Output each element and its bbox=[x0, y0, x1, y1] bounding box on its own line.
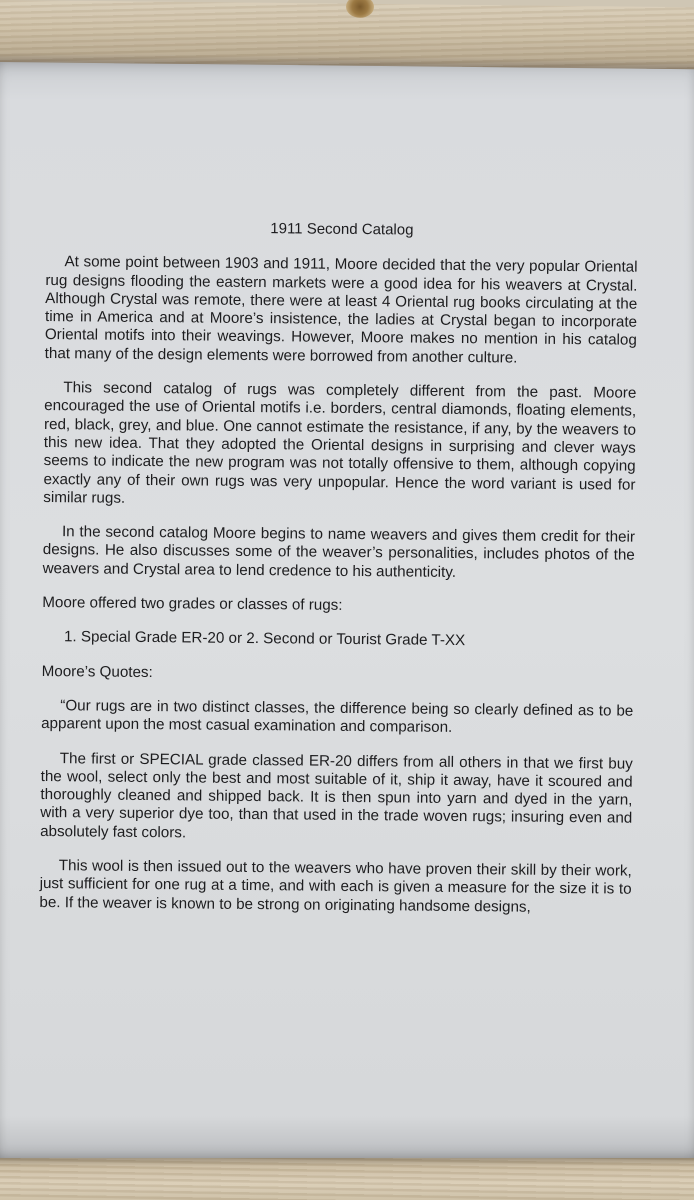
document-text bbox=[39, 218, 638, 934]
document-title: 1911 Second Catalog bbox=[270, 220, 414, 239]
wood-knot bbox=[346, 0, 374, 18]
quote-1: “Our rugs are in two distinct classes, the difference being so clearly defined as to be apparent upon the most casual examination and comparison. bbox=[41, 697, 634, 737]
paragraph-1: At some point between 1903 and 1911, Moore decided that the very popular Oriental rug designs flooding the eastern markets were a good idea for his weavers at Crystal. Although Crystal was remote, there were at least 4 Oriental rug books circulating at the time in America and at Moore’s insistence, the ladies at Crystal began to incorporate Oriental motifs into their weavings. However, Moore makes no mention in his catalog that many of the design elements were borrowed from another culture. bbox=[44, 253, 638, 367]
quote-2: The first or SPECIAL grade classed ER-20 differs from all others in that we first buy the wool, select only the best and most suitable of it, ship it away, have it scoured and thoroughly cleaned and shipped back. It is then spun into yarn and dyed in the yarn, with a very superior dye too, than that used in the trade woven rugs; insuring even and absolutely fast colors. bbox=[40, 749, 633, 842]
paragraph-2: This second catalog of rugs was completely different from the past. Moore encouraged the use of Oriental motifs i.e. borders, central diamonds, floating elements, red, black, grey, and blue. One cannot estimate the resistance, if any, by the weavers to this new idea. That they adopted the Oriental designs in surprising and clever ways seems to indicate the new program was not totally offensive to them, although copying exactly any of their own rugs was very unpopular. Hence the word variant is used for similar rugs. bbox=[43, 379, 637, 507]
grades-intro: Moore offered two grades or classes of rugs: bbox=[42, 594, 343, 614]
quotes-heading: Moore’s Quotes: bbox=[41, 662, 153, 681]
grades-line: 1. Special Grade ER-20 or 2. Second or Tourist Grade T-XX bbox=[63, 628, 466, 650]
wood-rail-top bbox=[0, 0, 694, 69]
paragraph-3: In the second catalog Moore begins to name weavers and gives them credit for their designs. He also discusses some of the weaver’s personalities, includes photos of the weavers and Crystal area to lend credence to his authenticity. bbox=[42, 523, 636, 581]
wood-rail-bottom bbox=[0, 1158, 694, 1200]
quote-3: This wool is then issued out to the weavers who have proven their skill by their work, just sufficient for one rug at a time, and with each is given a measure for the size it is to be. If the weaver is known to be strong on originating handsome designs, bbox=[39, 857, 632, 916]
